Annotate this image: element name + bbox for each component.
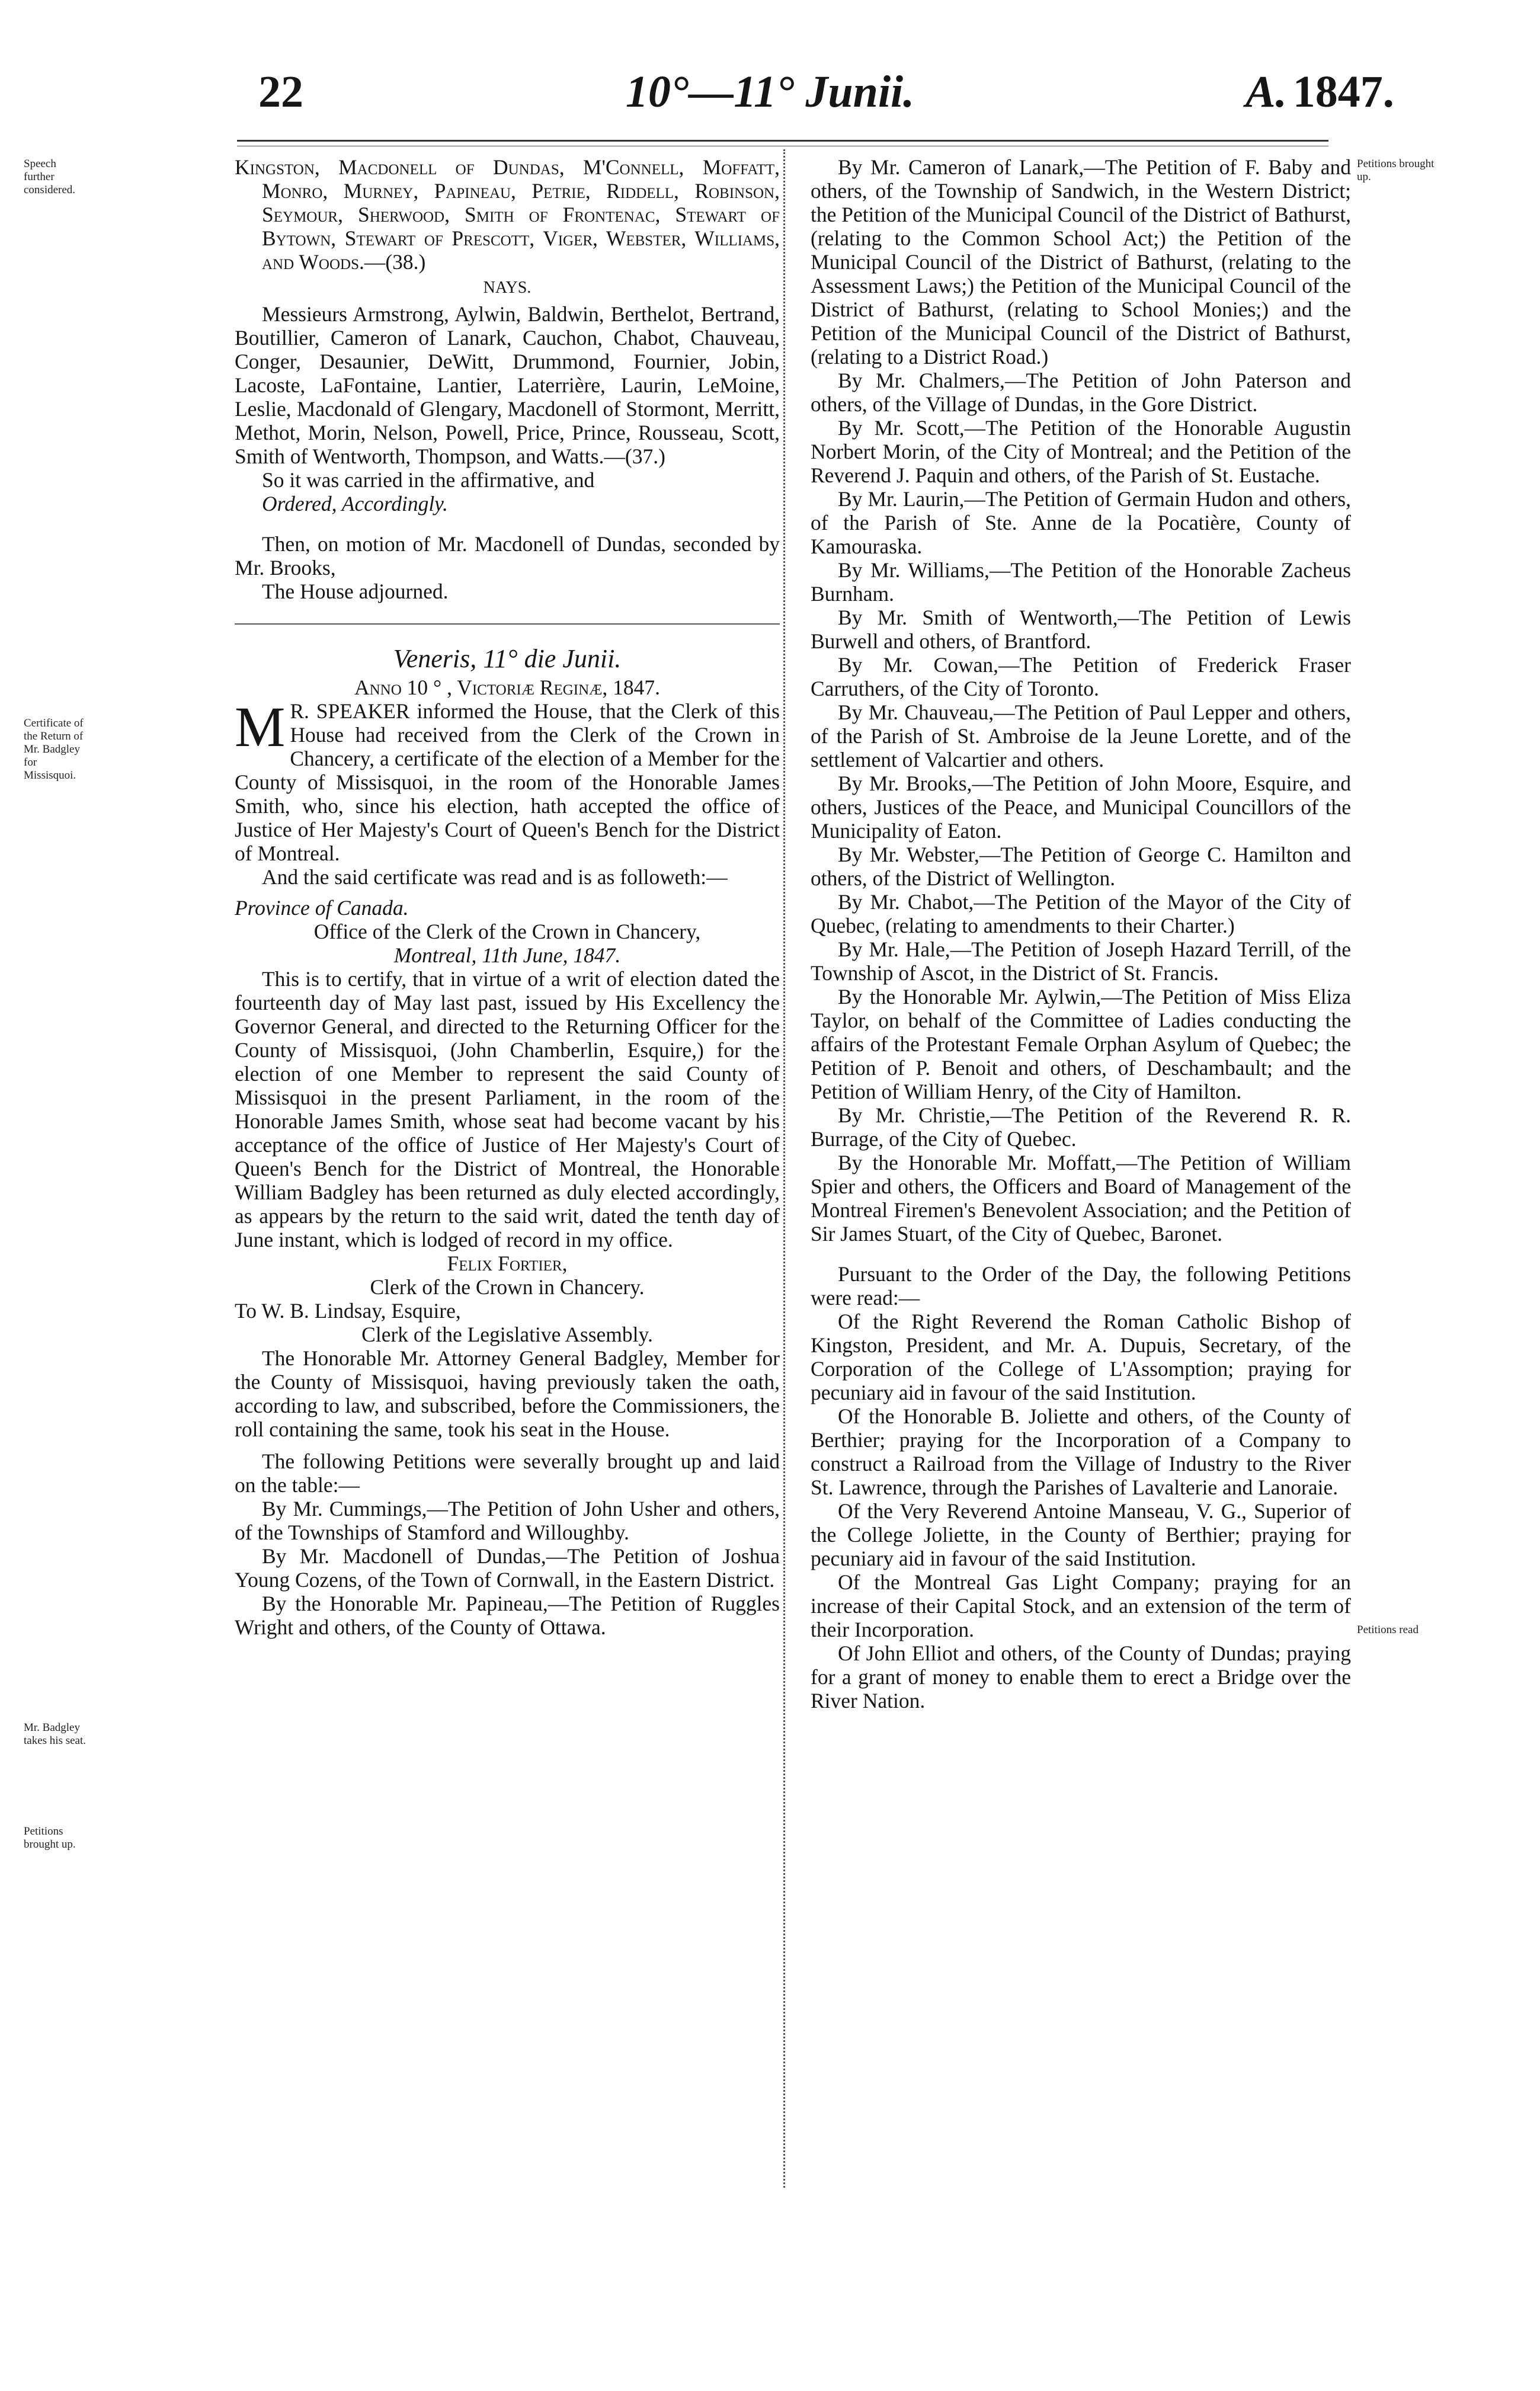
nays-heading: NAYS. xyxy=(483,279,532,297)
margin-note-petitions-read: Petitions read xyxy=(1357,1624,1419,1636)
certify-paragraph: This is to certify, that in virtue of a writ of election dated the fourteenth day of May last past, issued by His Excellency the Governor General, and directed to the Returning Officer for the County of Missisquoi, (John Chamberlin, Esquire,) for the election of one Member to represent the said County of Missisquoi in the present Parliament, in the room of the Honorable James Smith, whose seat had become vacant by his acceptance of the office of Justice of Her Majesty's Court of Queen's Bench for the District of Montreal, the Honorable William Badgley has been returned as duly elected accordingly, as appears by the return to the said writ, dated the tenth day of June instant, which is lodged of record in my office. xyxy=(235,967,780,1251)
yeas-continued: Kingston, Macdonell of Dundas, M'Connell, Moffatt, Monro, Murney, Papineau, Petrie, Riddell, Robinson, Seymour, Sherwood, Smith of Frontenac, Stewart of Bytown, Stewart of Prescott, Viger, Webster, Williams, and Woods.—(38.) xyxy=(235,155,780,274)
petitions-intro: The following Petitions were severally brought up and laid on the table:— xyxy=(235,1449,780,1497)
petition-item: By Mr. Brooks,—The Petition of John Moore, Esquire, and others, Justices of the Peace, and Municipal Councillors of the Municipality of Eaton. xyxy=(811,772,1351,843)
signer-title: Clerk of the Crown in Chancery. xyxy=(370,1275,645,1299)
speaker-text: R. SPEAKER informed the House, that the Clerk of this House had received from the Clerk of the Crown in Chancery, a certificate of the election of a Member for the County of Missisquoi, in the room of the Honorable James Smith, who, since his election, hath accepted the office of Justice of Her Majesty's Court of Queen's Bench for the District of Montreal. xyxy=(235,699,780,865)
office-line: Office of the Clerk of the Crown in Chancery, xyxy=(313,920,701,943)
petition-item: By Mr. Hale,—The Petition of Joseph Hazard Terrill, of the Township of Ascot, in the District of St. Francis. xyxy=(811,937,1351,985)
nays-list: Messieurs Armstrong, Aylwin, Baldwin, Berthelot, Bertrand, Boutillier, Cameron of Lanark, Cauchon, Chabot, Chauveau, Conger, Desaunier, DeWitt, Drummond, Fournier, Jobin, Lacoste, LaFontaine, Lantier, Laterrière, Laurin, LeMoine, Leslie, Macdonald of Glengary, Macdonell of Stormont, Merritt, Methot, Morin, Nelson, Powell, Price, Prince, Rousseau, Scott, Smith of Wentworth, Thompson, and Watts.—(37.) xyxy=(235,302,780,468)
petition-item: By Mr. Cameron of Lanark,—The Petition of F. Baby and others, of the Township of Sandwich, in the Western District; the Petition of the Municipal Council of the District of Bathurst, (relating to the Common School Act;) the Petition of the Municipal Council of the District of Bathurst, (relating to the Assessment Laws;) the Petition of the Municipal Council of the District of Bathurst, (relating to School Monies;) and the Petition of the Municipal Council of the District of Bathurst, (relating to a District Road.) xyxy=(811,155,1352,369)
sitting-date: Veneris, 11° die Junii. xyxy=(393,644,622,673)
petition-item: By the Honorable Mr. Aylwin,—The Petition of Miss Eliza Taylor, on behalf of the Committee of Ladies conducting the affairs of the Protestant Female Orphan Asylum of Quebec; the Petition of P. Benoit and others, of Deschambault; and the Petition of William Henry, of the City of Hamilton. xyxy=(811,985,1351,1103)
petition-item: By Mr. Chalmers,—The Petition of John Paterson and others, of the Village of Dundas, in the Gore District. xyxy=(811,369,1351,416)
left-column xyxy=(235,155,780,1639)
petition-read-item: Of John Elliot and others, of the County of Dundas; praying for a grant of money to enable them to erect a Bridge over the River Nation. xyxy=(811,1641,1351,1713)
badgley-paragraph: The Honorable Mr. Attorney General Badgley, Member for the County of Missisquoi, having previously taken the oath, according to law, and subscribed, before the Commissioners, the roll containing the same, took his seat in the House. xyxy=(235,1346,780,1441)
office-date: Montreal, 11th June, 1847. xyxy=(393,943,621,967)
year xyxy=(1246,66,1394,118)
petition-item: By Mr. Chabot,—The Petition of the Mayor of the City of Quebec, (relating to amendments to their Charter.) xyxy=(811,890,1351,937)
petition-item: By Mr. Williams,—The Petition of the Honorable Zacheus Burnham. xyxy=(811,558,1351,606)
margin-note-petitions-left: Petitions brought up. xyxy=(24,1825,76,1851)
regnal-year: Anno 10 ° , Victoriæ Reginæ, 1847. xyxy=(354,676,661,699)
petition-item: By Mr. Cummings,—The Petition of John Usher and others, of the Townships of Stamford and Willoughby. xyxy=(235,1497,780,1544)
running-title-text: 10°—11° Junii. xyxy=(625,67,915,117)
petition-item: By Mr. Christie,—The Petition of the Reverend R. R. Burrage, of the City of Quebec. xyxy=(811,1103,1351,1151)
petition-item: By Mr. Scott,—The Petition of the Honorable Augustin Norbert Morin, of the City of Montreal; and the Petition of the Reverend J. Paquin and others, of the Parish of St. Eustache. xyxy=(811,416,1351,487)
petition-item: By Mr. Macdonell of Dundas,—The Petition of Joshua Young Cozens, of the Town of Cornwall, in the Eastern District. xyxy=(235,1544,780,1592)
petition-item: By Mr. Cowan,—The Petition of Frederick Fraser Carruthers, of the City of Toronto. xyxy=(811,653,1351,700)
petition-item: By Mr. Webster,—The Petition of George C. Hamilton and others, of the District of Wellington. xyxy=(811,843,1351,890)
carried-line: So it was carried in the affirmative, and xyxy=(262,468,595,492)
header-rule xyxy=(237,140,1328,142)
spacer xyxy=(811,1246,1351,1262)
petition-item: By Mr. Laurin,—The Petition of Germain Hudon and others, of the Parish of Ste. Anne de la Pocatière, County of Kamouraska. xyxy=(811,487,1351,558)
right-column xyxy=(811,155,1351,1713)
margin-note-speech: Speech further considered. xyxy=(24,158,76,196)
province-line: Province of Canada. xyxy=(235,896,409,920)
certificate-read: And the said certificate was read and is as followeth:— xyxy=(262,865,728,889)
order-of-day: Pursuant to the Order of the Day, the following Petitions were read:— xyxy=(811,1262,1351,1310)
petition-item: By the Honorable Mr. Papineau,—The Petition of Ruggles Wright and others, of the County of Ottawa. xyxy=(235,1592,780,1639)
petition-item: By Mr. Chauveau,—The Petition of Paul Lepper and others, of the Parish of St. Ambroise de la Jeune Lorette, and of the settlement of Valcartier and others. xyxy=(811,700,1351,772)
petition-read-item: Of the Very Reverend Antoine Manseau, V. G., Superior of the College Joliette, in the County of Berthier; praying for pecuniary aid in favour of the said Institution. xyxy=(811,1499,1351,1570)
section-rule xyxy=(235,623,780,625)
petition-item: By the Honorable Mr. Moffatt,—The Petition of William Spier and others, the Officers and Board of Management of the Montreal Firemen's Benevolent Association; and the Petition of Sir James Stuart, of the City of Quebec, Baronet. xyxy=(811,1151,1351,1246)
petition-read-item: Of the Montreal Gas Light Company; praying for an increase of their Capital Stock, and an extension of the term of their Incorporation. xyxy=(811,1570,1351,1641)
column-divider xyxy=(783,149,785,2188)
margin-note-petitions-right: Petitions brought up. xyxy=(1357,158,1435,183)
speaker-paragraph xyxy=(235,695,780,865)
addressee-title: Clerk of the Legislative Assembly. xyxy=(361,1323,653,1346)
adjourned-line: The House adjourned. xyxy=(262,580,449,603)
signer-name: Felix Fortier, xyxy=(447,1251,568,1275)
petition-item: By Mr. Smith of Wentworth,—The Petition of Lewis Burwell and others, of Brantford. xyxy=(811,606,1351,653)
motion-line: Then, on motion of Mr. Macdonell of Dundas, seconded by Mr. Brooks, xyxy=(235,532,780,580)
petition-read-item: Of the Honorable B. Joliette and others, of the County of Berthier; praying for the Incorporation of a Company to construct a Railroad from the Village of Industry to the River St. Lawrence, through the Parishes of Lavalterie and Lanoraie. xyxy=(811,1404,1351,1499)
ordered-line: Ordered, Accordingly. xyxy=(262,492,448,516)
margin-note-certificate: Certificate of the Return of Mr. Badgley for Missisquoi. xyxy=(24,717,84,782)
year-prefix: A. xyxy=(1246,67,1287,117)
addressee: To W. B. Lindsay, Esquire, xyxy=(235,1299,461,1323)
drop-cap: M xyxy=(235,695,286,758)
page-number: 22 xyxy=(258,67,303,117)
year-value: 1847. xyxy=(1292,67,1394,117)
petition-read-item: Of the Right Reverend the Roman Catholic Bishop of Kingston, President, and Mr. A. Dupuis, Secretary, of the Corporation of the College of L'Assomption; praying for pecuniary aid in favour of the said Institution. xyxy=(811,1310,1351,1404)
margin-note-badgley: Mr. Badgley takes his seat. xyxy=(24,1721,87,1747)
page-header xyxy=(0,66,1540,132)
spacer xyxy=(235,516,780,532)
